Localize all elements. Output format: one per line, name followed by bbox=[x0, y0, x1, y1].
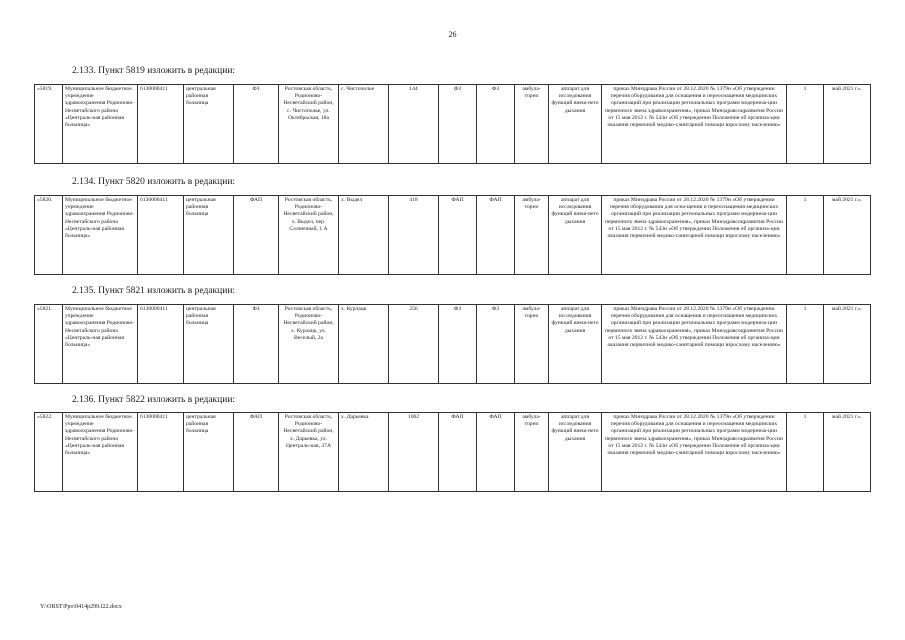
cell-struct-type-a: ФЗ bbox=[439, 305, 477, 384]
cell-unit-type: ФАП bbox=[234, 196, 279, 275]
section-heading-2-136: 2.136. Пункт 5822 изложить в редакции: bbox=[72, 395, 236, 405]
cell-inn: 6130000411 bbox=[138, 196, 184, 275]
cell-deadline: май 2021 г.». bbox=[824, 305, 871, 384]
cell-address: Ростовская область, Родионово-Несветайский район, х. Выдел, пер. Солнечный, 1 А bbox=[279, 196, 339, 275]
cell-facility-type: центральная районная больница bbox=[184, 305, 234, 384]
cell-struct-type-a: ФАП bbox=[439, 196, 477, 275]
cell-institution: Муниципальное бюджетное учреждение здравоохранения Родионово-Несветайского района «Централь-ная районная больница» bbox=[63, 413, 138, 492]
cell-struct-type-a: ФЗ bbox=[439, 85, 477, 164]
cell-struct-type-b: ФЗ bbox=[477, 305, 515, 384]
cell-mode: амбула-торно bbox=[515, 196, 549, 275]
cell-facility-type: центральная районная больница bbox=[184, 85, 234, 164]
cell-deadline: май 2021 г.». bbox=[824, 413, 871, 492]
cell-population: 144 bbox=[389, 85, 439, 164]
cell-item-number: «5820. bbox=[35, 196, 63, 275]
cell-quantity: 1 bbox=[787, 85, 824, 164]
cell-population: 1002 bbox=[389, 413, 439, 492]
cell-unit-type: ФАП bbox=[234, 413, 279, 492]
cell-address: Ростовская область, Родионово-Несветайский район, х. Курлацк, ул. Веселый, 2а bbox=[279, 305, 339, 384]
cell-mode: амбула-торно bbox=[515, 85, 549, 164]
cell-settlement: х. Выдел bbox=[339, 196, 389, 275]
cell-facility-type: центральная районная больница bbox=[184, 196, 234, 275]
cell-unit-type: ФЗ bbox=[234, 305, 279, 384]
cell-population: 256 bbox=[389, 305, 439, 384]
record-table-5822 bbox=[34, 412, 871, 492]
record-table-5820 bbox=[34, 195, 871, 275]
record-table-5821 bbox=[34, 304, 871, 384]
cell-item-number: «5819. bbox=[35, 85, 63, 164]
cell-settlement: х. Курлацк bbox=[339, 305, 389, 384]
cell-struct-type-b: ФАП bbox=[477, 413, 515, 492]
cell-inn: 6130000411 bbox=[138, 305, 184, 384]
file-path-footer: Y:\ORST\Ppo\0414p299.f22.docx bbox=[40, 604, 122, 610]
cell-item-number: «5821. bbox=[35, 305, 63, 384]
table-row bbox=[35, 305, 871, 384]
cell-legal-basis: приказ Минздрава России от 28.12.2020 № 1379н «Об утверждении перечня оборудования для оснащения и переоснащения медицинских организаций при реализации региональных программ модерниза-ции первичного звена здравоохранения», приказ Минздравсоцразвития России от 15 мая 2012 г. № 543н «Об утверждении Положения об организа-ции оказания первичной медико-санитарной помощи взрослому населению» bbox=[602, 413, 787, 492]
cell-deadline: май 2021 г.». bbox=[824, 196, 871, 275]
cell-address: Ростовская область, Родионово-Несветайский район, х. Дарьевка, ул. Централь-ная, 37А bbox=[279, 413, 339, 492]
cell-mode: амбула-торно bbox=[515, 305, 549, 384]
cell-settlement: х. Дарьевка bbox=[339, 413, 389, 492]
section-heading-2-135: 2.135. Пункт 5821 изложить в редакции: bbox=[72, 286, 236, 296]
cell-inn: 6130000411 bbox=[138, 85, 184, 164]
cell-mode: амбула-торно bbox=[515, 413, 549, 492]
cell-equipment: аппарат для исследования функций внеш-него дыхания bbox=[549, 413, 602, 492]
cell-unit-type: ФЗ bbox=[234, 85, 279, 164]
cell-deadline: май 2021 г.». bbox=[824, 85, 871, 164]
cell-equipment: аппарат для исследования функций внеш-него дыхания bbox=[549, 85, 602, 164]
cell-equipment: аппарат для исследования функций внеш-него дыхания bbox=[549, 196, 602, 275]
cell-struct-type-a: ФАП bbox=[439, 413, 477, 492]
cell-institution: Муниципальное бюджетное учреждение здравоохранения Родионово-Несветайского района «Централь-ная районная больница» bbox=[63, 196, 138, 275]
section-heading-2-133: 2.133. Пункт 5819 изложить в редакции: bbox=[72, 66, 236, 76]
cell-population: 418 bbox=[389, 196, 439, 275]
cell-institution: Муниципальное бюджетное учреждение здравоохранения Родионово-Несветайского района «Централь-ная районная больница» bbox=[63, 305, 138, 384]
section-heading-2-134: 2.134. Пункт 5820 изложить в редакции: bbox=[72, 177, 236, 187]
cell-struct-type-b: ФАП bbox=[477, 196, 515, 275]
cell-institution: Муниципальное бюджетное учреждение здравоохранения Родионово-Несветайского района «Централь-ная районная больница» bbox=[63, 85, 138, 164]
cell-equipment: аппарат для исследования функций внеш-него дыхания bbox=[549, 305, 602, 384]
cell-facility-type: центральная районная больница bbox=[184, 413, 234, 492]
cell-quantity: 1 bbox=[787, 413, 824, 492]
table-row bbox=[35, 85, 871, 164]
cell-quantity: 1 bbox=[787, 196, 824, 275]
cell-quantity: 1 bbox=[787, 305, 824, 384]
cell-inn: 6130000411 bbox=[138, 413, 184, 492]
cell-struct-type-b: ФЗ bbox=[477, 85, 515, 164]
table-row bbox=[35, 413, 871, 492]
page-number: 26 bbox=[448, 30, 457, 39]
cell-legal-basis: приказ Минздрава России от 28.12.2020 № 1379н «Об утверждении перечня оборудования для оснащения и переоснащения медицинских организаций при реализации региональных программ модерниза-ции первичного звена здравоохранения», приказ Минздравсоцразвития России от 15 мая 2012 г. № 543н «Об утверждении Положения об организа-ции оказания первичной медико-санитарной помощи взрослому населению» bbox=[602, 85, 787, 164]
cell-item-number: «5822. bbox=[35, 413, 63, 492]
cell-legal-basis: приказ Минздрава России от 28.12.2020 № 1379н «Об утверждении перечня оборудования для оснащения и переоснащения медицинских организаций при реализации региональных программ модерниза-ции первичного звена здравоохранения», приказ Минздравсоцразвития России от 15 мая 2012 г. № 543н «Об утверждении Положения об организа-ции оказания первичной медико-санитарной помощи взрослому населению» bbox=[602, 305, 787, 384]
cell-address: Ростовская область, Родионово-Несветайский район, с. Чистополье, ул. Октябрьская, 18а bbox=[279, 85, 339, 164]
table-row bbox=[35, 196, 871, 275]
record-table-5819 bbox=[34, 84, 871, 164]
cell-legal-basis: приказ Минздрава России от 28.12.2020 № 1379н «Об утверждении перечня оборудования для осна-щения и переоснащения медицинских организаций при реализации региональных программ модерниза-ции первичного звена здравоохранения», приказ Минздравсоцразвития России от 15 мая 2012 г. № 543н «Об утверждении Положения об организа-ции оказания первичной медико-санитарной помощи взрослому населению» bbox=[602, 196, 787, 275]
cell-settlement: с. Чистополье bbox=[339, 85, 389, 164]
